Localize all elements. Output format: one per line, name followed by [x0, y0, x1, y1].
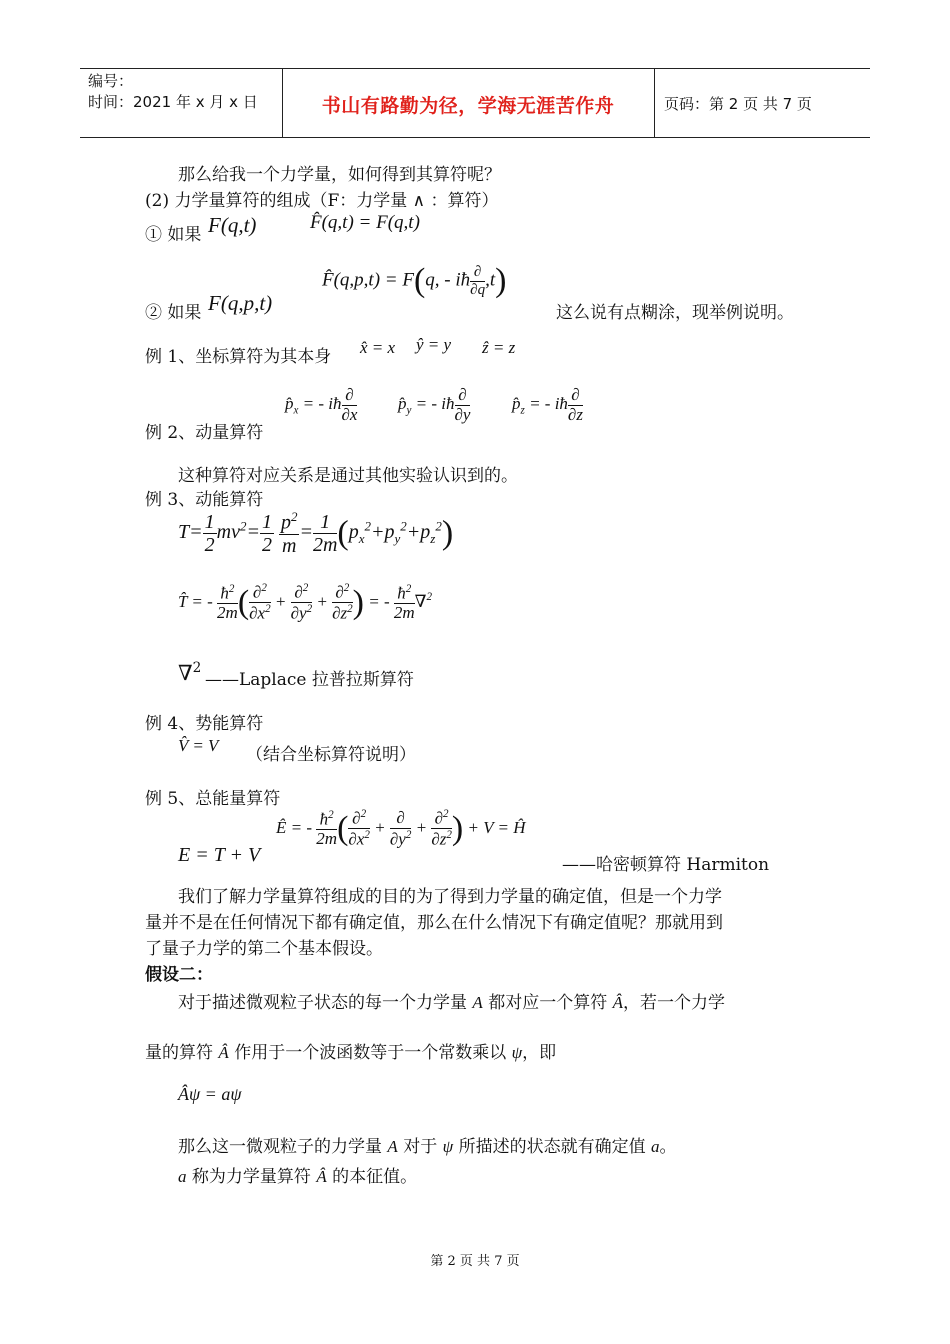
case-1-label: ① 如果 — [145, 225, 202, 245]
paragraph-5 — [178, 1162, 417, 1187]
assumption-2-heading: 假设二： — [145, 965, 213, 985]
header-meta — [88, 71, 258, 113]
example-3-label: 例 3、动能算符 — [145, 490, 264, 510]
x-operator: x̂ = x — [360, 338, 396, 357]
example-4-label: 例 4、势能算符 — [145, 714, 264, 734]
paragraph-2-part: 都对应一个算符 — [482, 993, 613, 1013]
paragraph-2-part: 对于描述微观粒子状态的每一个力学量 — [178, 993, 473, 1013]
example-1-label: 例 1、坐标算符为其本身 — [145, 347, 332, 367]
nabla-symbol: ∇$^2$ — [178, 660, 202, 685]
paragraph-1-line-3: 了量子力学的第二个基本假设。 — [145, 939, 383, 959]
intro-text: 那么给我一个力学量，如何得到其算符呢？ — [178, 165, 501, 185]
paragraph-4-part: 那么这一微观粒子的力学量 — [178, 1137, 388, 1157]
paragraph-2-part: ，若一个力学 — [623, 993, 725, 1013]
symbol-A-hat: Â — [316, 1167, 327, 1186]
number-label: 编号： — [88, 72, 134, 90]
example-2-label: 例 2、动量算符 — [145, 423, 264, 443]
case-1-function: F(q,t) — [208, 213, 257, 237]
kinetic-energy-formula: T= $\frac{1}{2}$ $mv^2=$ $\frac{1}{2}$ $\frac{p^2}{m}$ = $\frac{1}{2m}$ $(p_x^2+p_y^2+p_z^2)$ — [178, 509, 454, 557]
header-divider — [654, 69, 655, 137]
symbol-psi: ψ — [442, 1137, 454, 1156]
paragraph-4-part: 。 — [659, 1137, 677, 1157]
case-1-operator-equation: F̂(q,t) = F(q,t) — [310, 212, 420, 233]
example-5-label: 例 5、总能量算符 — [145, 789, 281, 809]
case-2-note: 这么说有点糊涂，现举例说明。 — [556, 303, 794, 323]
paragraph-1-line-2: 量并不是在任何情况下都有确定值，那么在什么情况下有确定值呢？那就用到 — [145, 913, 723, 933]
potential-operator: V̂ = V — [178, 736, 219, 755]
example-2-note: 这种算符对应关系是通过其他实验认识到的。 — [178, 466, 518, 486]
laplace-caption: ——Laplace 拉普拉斯算符 — [205, 670, 414, 690]
paragraph-4 — [178, 1132, 676, 1157]
header-page-info: 页码：第 2 页 共 7 页 — [664, 95, 812, 113]
paragraph-3-part: ，即 — [522, 1043, 557, 1063]
py-operator: $p̂_y$ = - iħ $\frac{\partial}{\partial y}$ — [398, 385, 471, 424]
paragraph-3-part: 量的算符 — [145, 1043, 219, 1063]
eigen-equation: Âψ = aψ — [178, 1084, 242, 1104]
paragraph-3 — [145, 1038, 556, 1063]
example-4-note: （结合坐标算符说明） — [246, 745, 416, 765]
example-5-note: ——哈密顿算符 Harmiton — [562, 855, 770, 875]
symbol-a: a — [178, 1167, 187, 1186]
paragraph-1-line-1: 我们了解力学量算符组成的目的为了得到力学量的确定值，但是一个力学 — [178, 887, 722, 907]
z-operator: ẑ = z — [482, 338, 516, 357]
symbol-psi: ψ — [511, 1043, 523, 1062]
total-energy-formula: E = T + V — [178, 844, 261, 866]
time-label: 时间：2021 年 x 月 x 日 — [88, 93, 258, 111]
y-operator: ŷ = y — [416, 335, 452, 354]
paragraph-5-part: 称为力学量算符 — [186, 1167, 317, 1187]
paragraph-2 — [178, 988, 725, 1013]
paragraph-4-part: 所描述的状态就有确定值 — [453, 1137, 651, 1157]
pz-operator: $p̂_z$ = - iħ $\frac{\partial}{\partial z}$ — [512, 385, 583, 424]
px-operator: $p̂_x$ = - iħ $\frac{\partial}{\partial x}$ — [285, 385, 358, 424]
header-motto: 书山有路勤为径，学海无涯苦作舟 — [321, 95, 615, 117]
case-2-label: ② 如果 — [145, 303, 202, 323]
symbol-A-hat: Â — [218, 1043, 229, 1062]
symbol-a: a — [650, 1137, 660, 1156]
hamiltonian-operator: Ê = - $\frac{ħ^2}{2m}$ ( $\frac{\partial^2}{\partial x^2}$ + $\frac{\partial}{\partial y^2}$ + $\frac{\partial^2}{\partial z^2}$ ) + V = Ĥ — [276, 807, 526, 849]
symbol-A: A — [387, 1137, 398, 1156]
page-footer: 第 2 页 共 7 页 — [430, 1254, 520, 1269]
symbol-A-hat: Â — [612, 993, 623, 1012]
case-2-function: F(q,p,t) — [208, 291, 273, 315]
section-2-heading: (2) 力学量算符的组成（F：力学量 ∧ ：算符） — [145, 191, 499, 211]
paragraph-4-part: 对于 — [397, 1137, 443, 1157]
symbol-A: A — [472, 993, 483, 1012]
case-2-operator-equation: F̂(q,p,t) = F(q, - iħ $\frac{\partial}{\partial q}$ ,t) — [322, 262, 507, 299]
paragraph-3-part: 作用于一个波函数等于一个常数乘以 — [228, 1043, 512, 1063]
kinetic-energy-operator: T̂ = - $\frac{ħ^2}{2m}$ ( $\frac{\partial^2}{\partial x^2}$ + $\frac{\partial^2}{\partial y^2}$ + $\frac{\partial^2}{\partial z^2}$ ) = - $\frac{ħ^2}{2m}$ ∇$^2$ — [178, 582, 433, 623]
page-header — [80, 68, 870, 138]
paragraph-5-part: 的本征值。 — [326, 1167, 418, 1187]
